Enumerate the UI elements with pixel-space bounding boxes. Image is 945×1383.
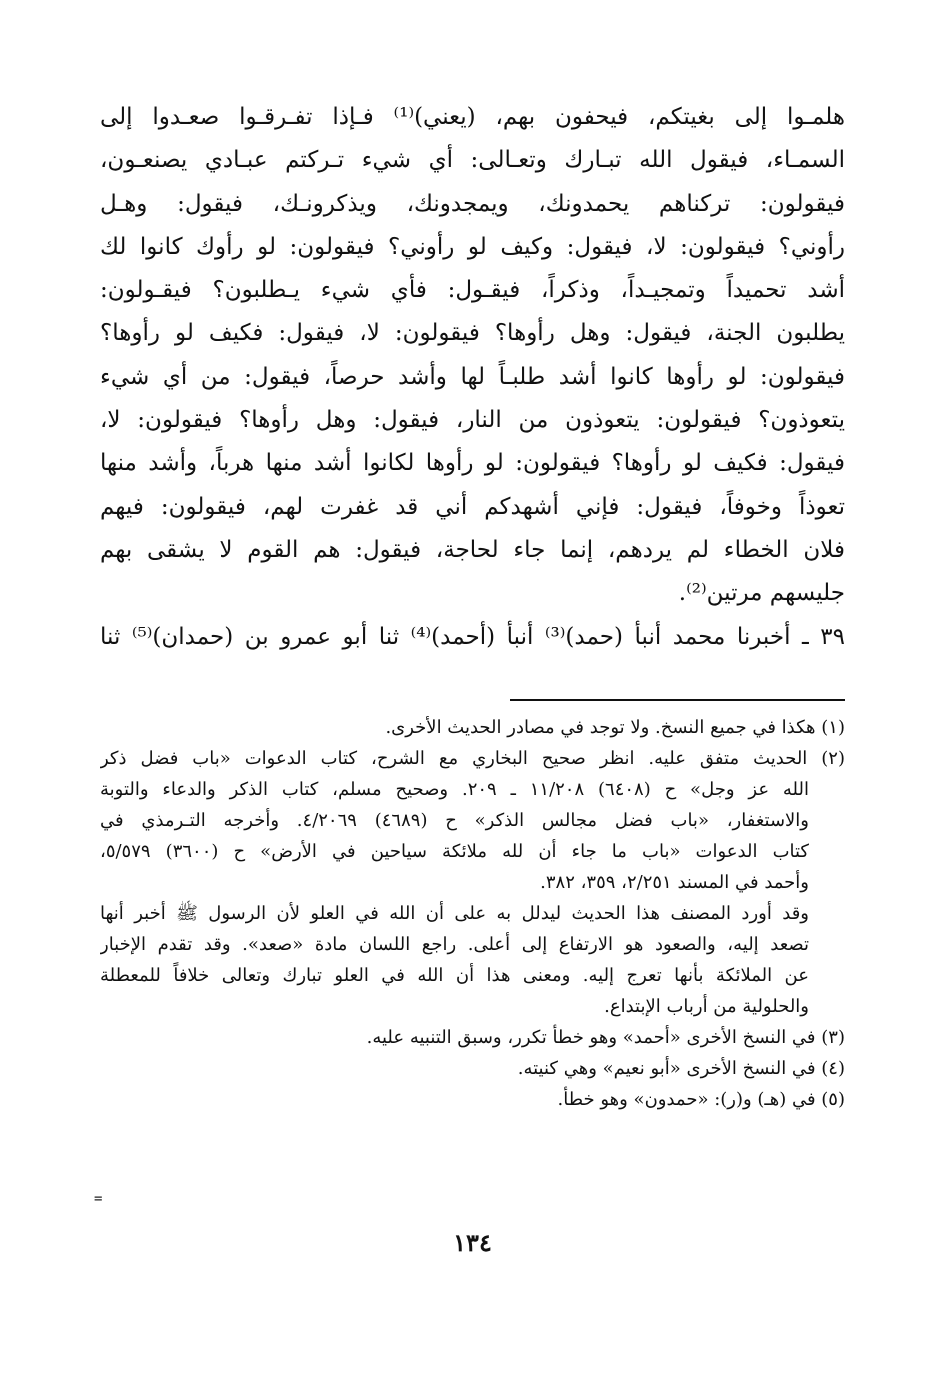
footnote-3: (٣) في النسخ الأخرى «أحمد» وهو خطأ تكرر، وسبق التنبيه عليه. [366,1027,845,1048]
text-line: فيقول: فكيف لو رأوها؟ فيقولون: لو رأوها لكانوا أشد منها هرباً، وأشد منها [100,450,845,477]
footnote-2-cont: والاستغفار، «باب فضل مجالس الذكر» ح (٤٦٨٩) ٤/٢٠٦٩. وأخرجه التـرمذي في [100,810,809,831]
main-text-body [100,96,845,659]
margin-marker: = [94,1191,103,1207]
footnote-4: (٤) في النسخ الأخرى «أبو نعيم» وهي كنيته. [517,1058,845,1079]
text-line: فيقولون: لو رأوها كانوا أشد طلبـاً لها وأشد حرصاً، فيقول: من أي شيء [100,363,845,390]
footnotes-section [100,712,845,1115]
page-number: ١٣٤ [453,1228,492,1257]
hadith-39-line: ٣٩ ـ أخبرنا محمد أنبأ (حمد)⁽³⁾ أنبأ (أحمد)⁽⁴⁾ ثنا أبو عمرو بن (حمدان)⁽⁵⁾ ثنا [100,623,845,650]
text-line: هلمـوا إلى بغيتكم، فيحفون بهم، (يعني)⁽¹⁾ فـإذا تفـرقـوا صعـدوا إلى [100,104,845,130]
footnote-2-commentary: تصعد إليه، والصعود هو الارتفاع إلى أعلى. راجع اللسان مادة «صعد». وقد تقدم الإخبار [100,934,809,955]
text-line: تعوذاً وخوفاً، فيقول: فإني أشهدكم أني قد غفرت لهم، فيقولون: فيهم [100,493,845,520]
footnote-2: (٢) الحديث متفق عليه. انظر صحيح البخاري مع الشرح، كتاب الدعوات «باب فضل ذكر [100,748,845,769]
footnote-2-commentary: والحلولية من أرباب الإبتداع. [604,996,809,1017]
text-line: يطلبون الجنة، فيقول: وهل رأوها؟ فيقولون: لا، فيقول: فكيف لو رأوها؟ [100,320,845,347]
text-line: فيقولون: تركناهم يحمدونك، ويمجدونك، ويذكرونـك، فيقول: وهـل [100,190,845,217]
footnote-2-cont: كتاب الدعوات «باب ما جاء أن لله ملائكة سياحين في الأرض» ح (٣٦٠٠) ٥/٥٧٩، [100,841,810,862]
text-line: فلان الخطاء لم يردهم، إنما جاء لحاجة، فيقول: هم القوم لا يشقى بهم [100,536,845,563]
footnote-divider [510,699,845,701]
footnote-2-commentary: عن الملائكة بأنها تعرج إليه. ومعنى هذا أن الله في العلو تبارك وتعالى خلافاً للمعطلة [100,965,809,986]
text-line: رأوني؟ فيقولون: لا، فيقول: وكيف لو رأوني؟ فيقولون: لو رأوك كانوا لك [100,233,845,260]
footnote-2-cont: الله عز وجل» ح (٦٤٠٨) ١١/٢٠٨ ـ ٢٠٩. وصحيح مسلم، كتاب الذكر والدعاء والتوبة [100,779,810,800]
text-line: جليسهم مرتين⁽²⁾. [678,580,845,607]
footnote-2-cont: وأحمد في المسند ٢/٢٥١، ٣٥٩، ٣٨٢. [540,872,809,893]
text-line: السمـاء، فيقول الله تبـارك وتعـالى: أي شيء تـركتم عبـادي يصنعـون، [100,147,845,174]
footnote-5: (٥) في (هـ) و(ر): «حمدون» وهو خطأ. [557,1089,845,1110]
footnote-1: (١) هكذا في جميع النسخ. ولا توجد في مصادر الحديث الأخرى. [385,717,845,738]
text-line: يتعوذون؟ فيقولون: يتعوذون من النار، فيقول: وهل رأوها؟ فيقولون: لا، [100,407,845,434]
footnote-2-commentary: وقد أورد المصنف هذا الحديث ليدلل به على أن الله في العلو لأن الرسول ﷺ أخبر أنها [100,903,809,924]
text-line: أشد تحميداً وتمجيـداً، وذكراً، فيقـول: فأي شيء يـطلبون؟ فيقـولون: [100,277,845,304]
